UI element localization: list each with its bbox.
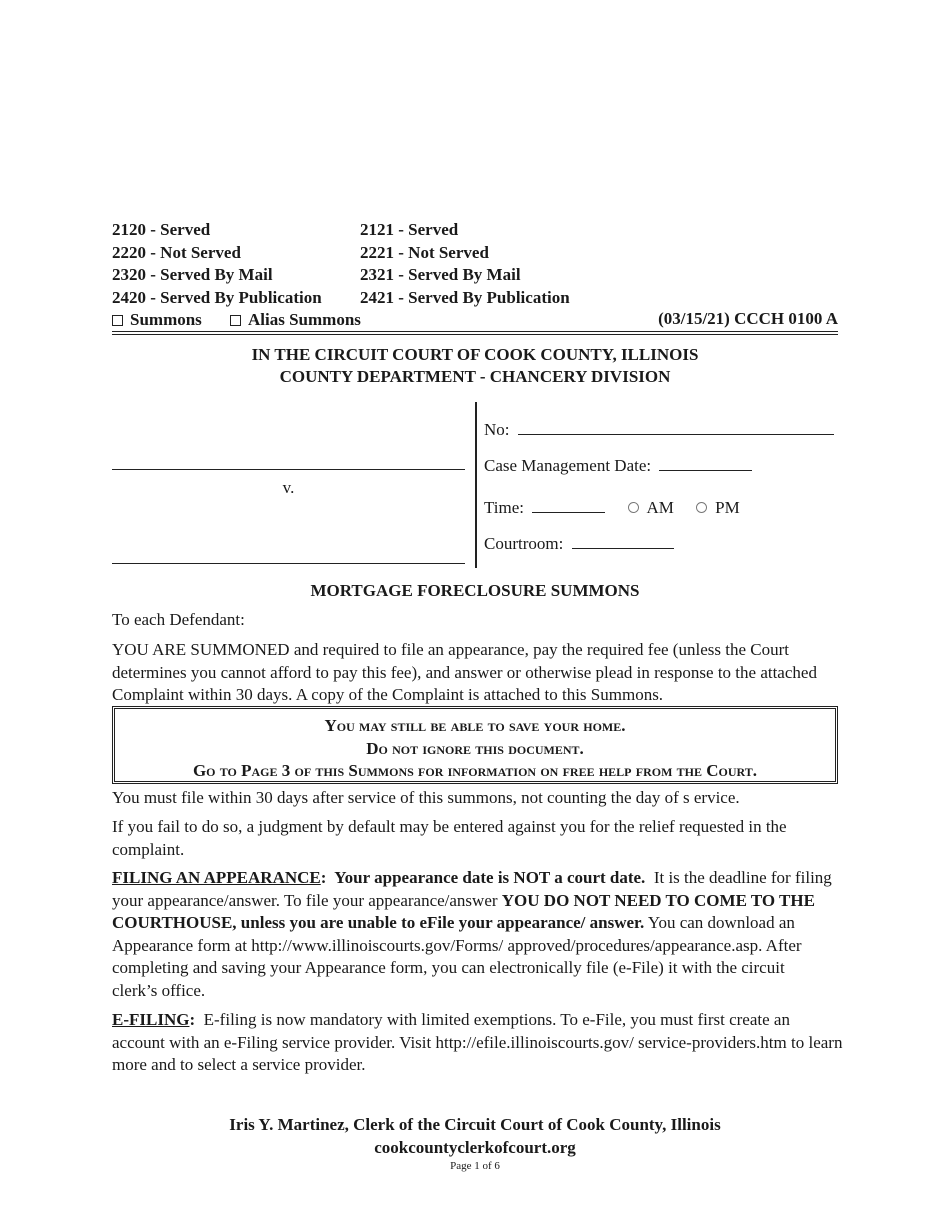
appearance-text: It is the deadline for filing your appearance/answer. To file your appearance/answer bbox=[112, 868, 832, 910]
notice-box bbox=[112, 706, 838, 784]
case-number-label: No: bbox=[484, 420, 510, 439]
courtroom-label: Courtroom: bbox=[484, 534, 564, 553]
default-judgment-paragraph: If you fail to do so, a judgment by default may be entered against you for the relief requested in the complaint. bbox=[112, 817, 787, 859]
summoned-paragraph: YOU ARE SUMMONED and required to file an appearance, pay the required fee (unless the Court determines you cannot afford to pay this fee), and answer or otherwise plead in response to the attached Complaint within 30 days. A copy of the Complaint is attached to this Summons. bbox=[112, 640, 817, 704]
code-2321: 2321 - Served By Mail bbox=[360, 265, 521, 284]
code-2220: 2220 - Not Served bbox=[112, 242, 241, 262]
caption-divider bbox=[475, 402, 477, 568]
clerk-website[interactable]: cookcountyclerkofcourt.org bbox=[374, 1137, 576, 1157]
appearance-section: FILING AN APPEARANCE: Your appearance date is NOT a court date. It is the deadline for filing your appearance/answer. To file your appearance/answer YOU DO NOT NEED TO COME TO THE COURTHOUSE, unless you are unable to eFile your appearance/ answer. You can download an Appearance form at http://www.illinoiscourts.gov/Forms/ approved/procedures/appearance.asp. After completing and saving your Appearance form, you can electronically file (e-File) it with the circuit clerk’s office. bbox=[112, 868, 832, 1000]
case-management-date-field bbox=[484, 456, 752, 476]
clerk-name: Iris Y. Martinez, Clerk of the Circuit Court of Cook County, Illinois bbox=[229, 1115, 721, 1134]
alias-summons-checkbox[interactable] bbox=[230, 315, 241, 326]
appearance-courthouse-notice: YOU DO NOT NEED TO COME TO THE COURTHOUSE, unless you are unable to eFile your appearance/ answer. bbox=[112, 890, 815, 932]
case-number-field bbox=[484, 420, 834, 440]
appearance-notice: Your appearance date is NOT a court date. bbox=[334, 868, 646, 887]
appearance-heading: FILING AN APPEARANCE bbox=[112, 868, 321, 887]
footer bbox=[112, 1114, 838, 1159]
versus-label: v. bbox=[282, 478, 295, 497]
notice-line: Go to Page 3 of this Summons for information on free help from the Court. bbox=[192, 761, 758, 780]
code-2121: 2121 - Served bbox=[360, 220, 459, 239]
notice-line: Do not ignore this document. bbox=[366, 738, 584, 758]
efiling-section: E-FILING: E-filing is now mandatory with limited exemptions. To e-File, you must first create an account with an e-Filing service provider. Visit http://efile.illinoiscourts.gov/ service-providers.htm to learn more and to select a service provider. bbox=[112, 1010, 843, 1074]
court-name: IN THE CIRCUIT COURT OF COOK COUNTY, ILLINOIS bbox=[251, 345, 699, 364]
header-rule bbox=[112, 334, 838, 335]
notice-line: You may still be able to save your home. bbox=[324, 716, 626, 735]
am-label: AM bbox=[646, 498, 674, 517]
alias-summons-label: Alias Summons bbox=[248, 310, 361, 329]
code-2221: 2221 - Not Served bbox=[360, 242, 489, 262]
code-2421: 2421 - Served By Publication bbox=[360, 287, 570, 307]
salutation: To each Defendant: bbox=[112, 610, 245, 629]
efiling-text: E-filing is now mandatory with limited exemptions. To e-File, you must first create an account with an e-Filing service provider. Visit http://efile.illinoiscourts.gov/ service-providers.htm to learn more and to select a service provider. bbox=[112, 1010, 843, 1074]
pm-radio[interactable] bbox=[696, 502, 707, 513]
efiling-heading: E-FILING bbox=[112, 1010, 190, 1029]
summons-label: Summons bbox=[130, 310, 202, 329]
courtroom-field bbox=[484, 534, 674, 554]
code-2320: 2320 - Served By Mail bbox=[112, 265, 273, 284]
summons-checkbox[interactable] bbox=[112, 315, 123, 326]
defendant-line[interactable] bbox=[112, 563, 465, 564]
pm-label: PM bbox=[715, 498, 740, 517]
time-field bbox=[484, 498, 740, 518]
plaintiff-line[interactable] bbox=[112, 469, 465, 470]
case-management-date-label: Case Management Date: bbox=[484, 456, 652, 475]
alias-summons-option[interactable] bbox=[230, 309, 361, 332]
document-title: MORTGAGE FORECLOSURE SUMMONS bbox=[310, 581, 640, 600]
case-management-date-input[interactable] bbox=[659, 456, 752, 471]
time-input[interactable] bbox=[532, 498, 605, 513]
code-2120: 2120 - Served bbox=[112, 220, 211, 239]
page-number: Page 1 of 6 bbox=[450, 1160, 500, 1172]
court-heading bbox=[112, 344, 838, 388]
court-division: COUNTY DEPARTMENT - CHANCERY DIVISION bbox=[279, 367, 671, 386]
summons-option[interactable] bbox=[112, 309, 202, 332]
courtroom-input[interactable] bbox=[572, 534, 674, 549]
case-number-input[interactable] bbox=[518, 420, 834, 435]
filing-deadline-paragraph: You must file within 30 days after service of this summons, not counting the day of s ervice. bbox=[112, 788, 740, 807]
appearance-download-text: You can download an Appearance form at http://www.illinoiscourts.gov/Forms/ approved/procedures/appearance.asp. After completing and saving your Appearance form, you can electronically file (e-File) it with the circuit clerk’s office. bbox=[112, 913, 802, 1000]
am-radio[interactable] bbox=[628, 502, 639, 513]
time-label: Time: bbox=[484, 498, 525, 517]
form-number: (03/15/21) CCCH 0100 A bbox=[658, 309, 838, 328]
code-2420: 2420 - Served By Publication bbox=[112, 287, 322, 307]
header-rule bbox=[112, 331, 838, 332]
